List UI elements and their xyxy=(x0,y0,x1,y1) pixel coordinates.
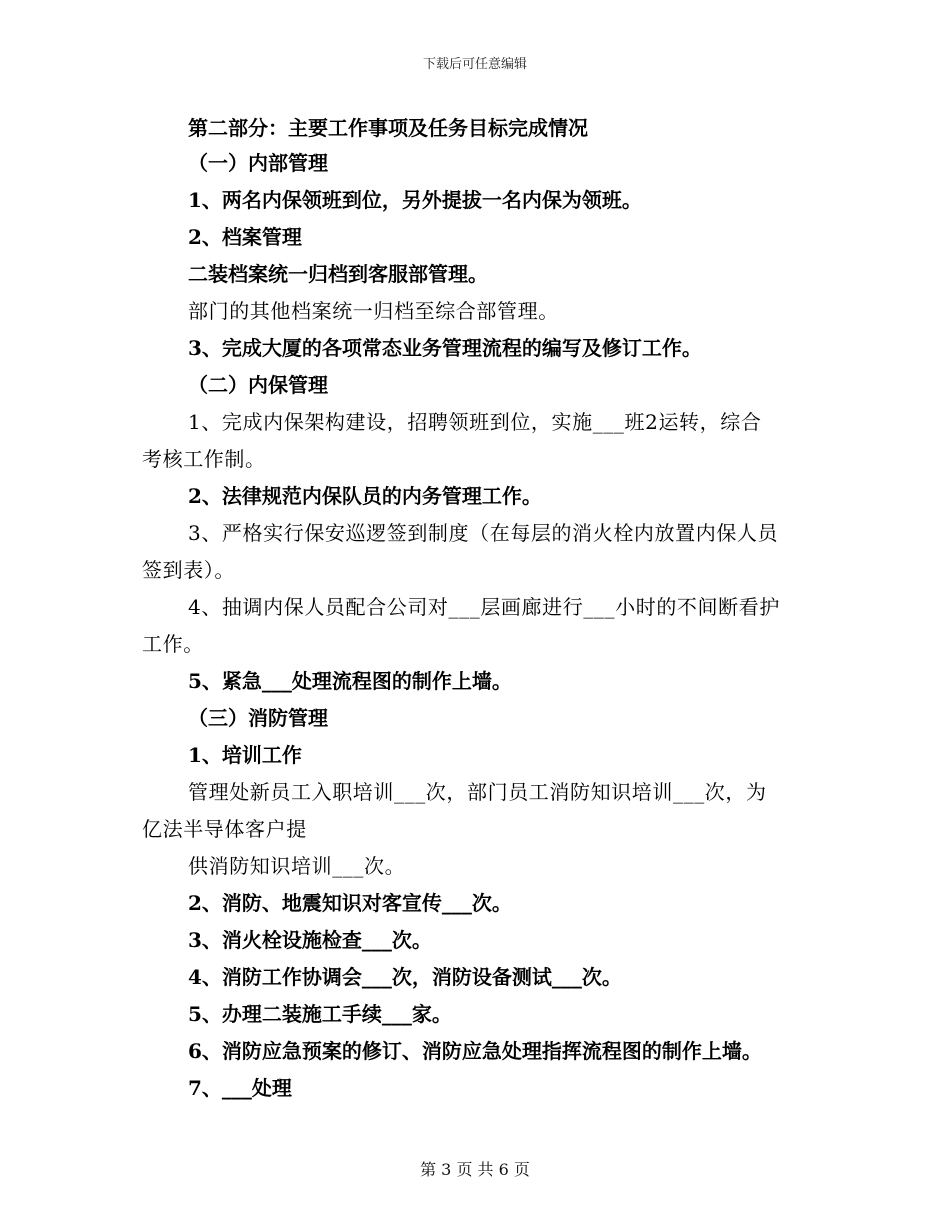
paragraph-line: 签到表）。 xyxy=(142,558,235,582)
paragraph-line: 5、办理二装施工手续___家。 xyxy=(188,1002,452,1026)
paragraph-line: 2、档案管理 xyxy=(188,225,302,249)
paragraph-line: 1、完成内保架构建设，招聘领班到位，实施___班2运转，综合 xyxy=(188,410,762,434)
paragraph-line: 4、抽调内保人员配合公司对___层画廊进行___小时的不间断看护 xyxy=(188,595,780,619)
paragraph-line: 管理处新员工入职培训___次，部门员工消防知识培训___次，为 xyxy=(188,780,767,804)
paragraph-line: 亿法半导体客户提 xyxy=(142,817,307,841)
page-footer: 第 3 页 共 6 页 xyxy=(420,1160,530,1179)
paragraph-line: 3、严格实行保安巡逻签到制度（在每层的消火栓内放置内保人员 xyxy=(188,521,779,545)
paragraph-line: 6、消防应急预案的修订、消防应急处理指挥流程图的制作上墙。 xyxy=(188,1039,762,1063)
paragraph-line: 部门的其他档案统一归档至综合部管理。 xyxy=(188,299,559,323)
paragraph-line: 7、___处理 xyxy=(188,1076,292,1100)
paragraph-line: 4、消防工作协调会___次，消防设备测试___次。 xyxy=(188,965,622,989)
paragraph-line: 1、培训工作 xyxy=(188,743,302,767)
section-title: 第二部分：主要工作事项及任务目标完成情况 xyxy=(188,116,588,140)
subsection-heading: （三）消防管理 xyxy=(188,706,328,730)
paragraph-line: 2、法律规范内保队员的内务管理工作。 xyxy=(188,484,542,508)
subsection-heading: （二）内保管理 xyxy=(188,373,328,397)
paragraph-line: 5、紧急___处理流程图的制作上墙。 xyxy=(188,669,512,693)
paragraph-line: 1、两名内保领班到位，另外提拔一名内保为领班。 xyxy=(188,188,642,212)
paragraph-line: 2、消防、地震知识对客宣传___次。 xyxy=(188,891,512,915)
page-header: 下载后可任意编辑 xyxy=(422,57,527,72)
paragraph-line: 3、消火栓设施检查___次。 xyxy=(188,928,432,952)
paragraph-line: 3、完成大厦的各项常态业务管理流程的编写及修订工作。 xyxy=(188,336,702,360)
paragraph-line: 二装档案统一归档到客服部管理。 xyxy=(188,262,488,286)
paragraph-line: 考核工作制。 xyxy=(142,447,266,471)
paragraph-line: 工作。 xyxy=(142,632,204,656)
paragraph-line: 供消防知识培训___次。 xyxy=(188,854,406,878)
subsection-heading: （一）内部管理 xyxy=(188,151,328,175)
